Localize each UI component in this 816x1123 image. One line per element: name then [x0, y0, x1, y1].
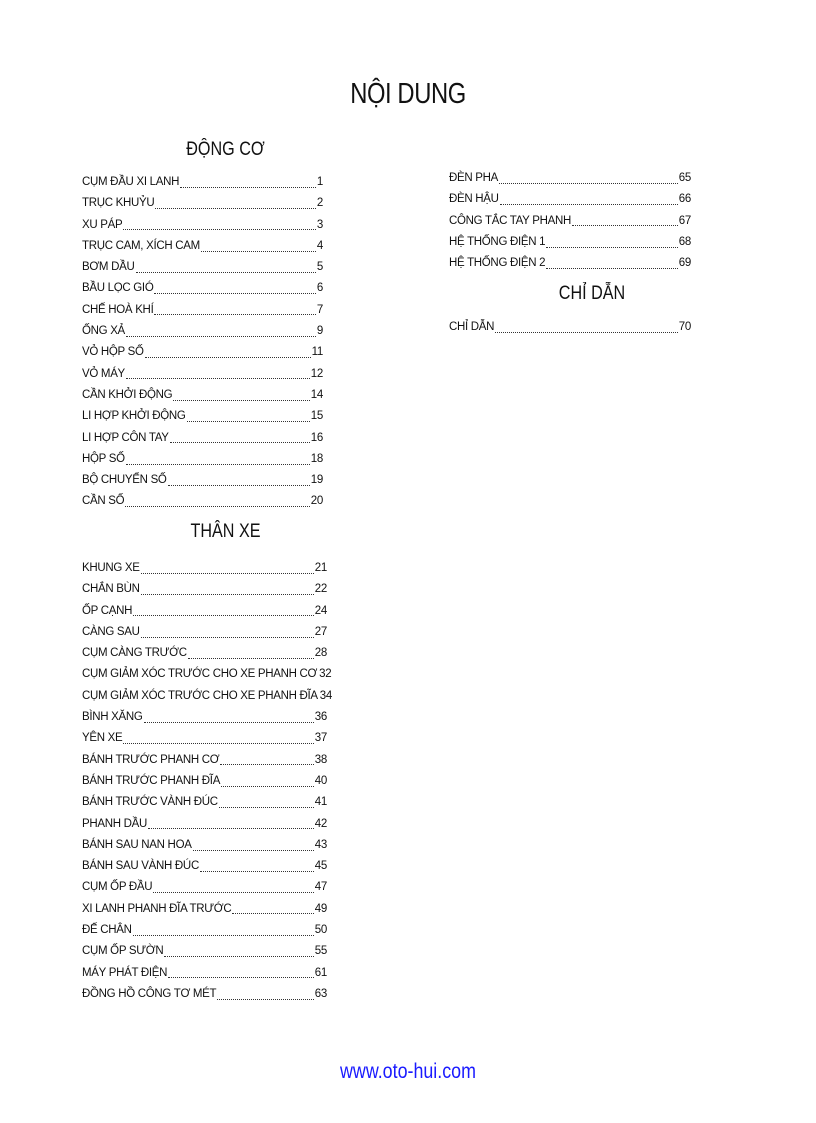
- toc-entry-label: TRỤC KHUỶU: [82, 197, 155, 210]
- toc-entry[interactable]: [82, 342, 323, 363]
- toc-entry[interactable]: [82, 899, 327, 920]
- toc-entry-label: PHANH DẦU: [82, 817, 148, 830]
- toc-entry-label: CẦN KHỞI ĐỘNG: [82, 388, 173, 401]
- toc-entry-page-number: 55: [314, 945, 327, 958]
- toc-entry-page-number: 61: [314, 966, 327, 979]
- toc-entry[interactable]: [82, 963, 327, 984]
- toc-entry-label: HỘP SỐ: [82, 452, 125, 465]
- toc-entry[interactable]: [82, 856, 327, 877]
- dot-leader: [133, 922, 314, 936]
- toc-entry-page-number: 1: [316, 176, 323, 188]
- section-heading-index: CHỈ DẪN: [558, 283, 626, 304]
- toc-entry-label: CỤM CÀNG TRƯỚC: [82, 647, 187, 660]
- toc-entry[interactable]: [82, 792, 327, 813]
- toc-entry-label: ĐÈN PHA: [449, 172, 499, 184]
- toc-entry[interactable]: [449, 317, 691, 338]
- toc-entry-label: CỤM ỐP ĐẦU: [82, 881, 153, 894]
- toc-entry[interactable]: [82, 257, 323, 278]
- toc-entry-label: HỆ THỐNG ĐIỆN 2: [449, 257, 546, 270]
- toc-entry-page-number: 50: [314, 924, 327, 937]
- footer-website-link[interactable]: www.oto-hui.com: [340, 1060, 476, 1083]
- dot-leader: [572, 212, 678, 226]
- dot-leader: [136, 259, 316, 273]
- toc-list-electrical: [449, 168, 691, 274]
- dot-leader: [188, 645, 314, 659]
- toc-entry-page-number: 68: [678, 235, 691, 248]
- toc-list-index: [449, 317, 691, 338]
- dot-leader: [500, 191, 678, 205]
- toc-entry-page-number: 16: [310, 431, 323, 444]
- dot-leader: [221, 773, 314, 787]
- toc-entry[interactable]: [82, 643, 327, 664]
- toc-entry[interactable]: [82, 771, 327, 792]
- toc-entry[interactable]: [82, 877, 327, 898]
- toc-entry-label: BÁNH SAU NAN HOA: [82, 838, 192, 851]
- toc-entry[interactable]: [82, 172, 323, 193]
- toc-entry-label: ỐP CẠNH: [82, 604, 133, 617]
- toc-entry-label: CÀNG SAU: [82, 625, 140, 638]
- toc-entry-label: CHẮN BÙN: [82, 583, 140, 596]
- toc-entry-label: CỤM ĐẦU XI LANH: [82, 176, 180, 188]
- toc-entry[interactable]: [449, 253, 691, 274]
- toc-entry-page-number: 14: [310, 388, 323, 401]
- toc-entry[interactable]: [82, 728, 327, 749]
- toc-entry-label: LI HỢP CÔN TAY: [82, 431, 169, 444]
- dot-leader: [123, 730, 313, 744]
- toc-entry-label: TRỤC CAM, XÍCH CAM: [82, 239, 200, 252]
- toc-entry[interactable]: [449, 189, 691, 210]
- toc-entry-page-number: 19: [310, 474, 323, 487]
- toc-entry-page-number: 18: [310, 452, 323, 465]
- toc-entry[interactable]: [82, 622, 327, 643]
- toc-entry-page-number: 65: [678, 172, 691, 184]
- toc-entry[interactable]: [449, 232, 691, 253]
- toc-entry[interactable]: [82, 215, 323, 236]
- toc-entry-page-number: 41: [314, 796, 327, 809]
- dot-leader: [217, 986, 314, 1000]
- toc-entry[interactable]: [82, 750, 327, 771]
- dot-leader: [168, 472, 310, 486]
- toc-entry-page-number: 11: [311, 346, 323, 359]
- toc-entry[interactable]: [82, 449, 323, 470]
- toc-entry-page-number: 4: [316, 239, 323, 252]
- toc-entry-label: XI LANH PHANH ĐĨA TRƯỚC: [82, 902, 232, 915]
- toc-entry-label: CẦN SỐ: [82, 495, 125, 508]
- dot-leader: [187, 408, 310, 422]
- toc-entry-label: BÁNH SAU VÀNH ĐÚC: [82, 860, 199, 873]
- dot-leader: [154, 280, 315, 294]
- toc-entry[interactable]: [82, 236, 323, 257]
- dot-leader: [180, 174, 316, 188]
- toc-entry-page-number: 21: [314, 562, 327, 574]
- toc-entry-page-number: 20: [310, 495, 323, 508]
- section-heading-engine: ĐỘNG CƠ: [186, 139, 265, 160]
- toc-entry-label: BÁNH TRƯỚC PHANH CƠ: [82, 753, 220, 766]
- toc-entry-label: BỘ CHUYỂN SỐ: [82, 474, 167, 487]
- toc-entry[interactable]: [82, 558, 327, 579]
- toc-entry-label: LI HỢP KHỞI ĐỘNG: [82, 410, 186, 423]
- dot-leader: [193, 837, 314, 851]
- toc-entry-label: XU PÁP: [82, 218, 123, 231]
- dot-leader: [164, 943, 313, 957]
- dot-leader: [173, 387, 309, 401]
- toc-entry-page-number: 63: [314, 987, 327, 1000]
- toc-entry[interactable]: [82, 814, 327, 835]
- dot-leader: [125, 493, 310, 507]
- toc-entry-page-number: 70: [678, 321, 691, 333]
- dot-leader: [123, 216, 316, 230]
- toc-entry-page-number: 45: [314, 860, 327, 873]
- dot-leader: [168, 964, 314, 978]
- dot-leader: [232, 900, 313, 914]
- toc-entry-page-number: 24: [314, 604, 327, 617]
- page-title: NỘI DUNG: [350, 78, 466, 110]
- toc-entry[interactable]: [82, 664, 332, 685]
- toc-entry-page-number: 3: [316, 218, 323, 231]
- toc-entry-page-number: 47: [314, 881, 327, 894]
- toc-entry-label: HỆ THỐNG ĐIỆN 1: [449, 235, 546, 248]
- toc-entry-page-number: 32: [319, 668, 332, 681]
- toc-list-engine: [82, 172, 323, 513]
- dot-leader: [141, 624, 314, 638]
- toc-entry[interactable]: [82, 920, 327, 941]
- toc-entry-page-number: 43: [314, 838, 327, 851]
- toc-entry-label: CỤM GIẢM XÓC TRƯỚC CHO XE PHANH ĐĨA: [82, 689, 318, 702]
- toc-entry-label: ỐNG XẢ: [82, 325, 125, 338]
- toc-entry-label: ĐỒNG HỒ CÔNG TƠ MÉT: [82, 987, 217, 1000]
- dot-leader: [201, 238, 316, 252]
- toc-entry-page-number: 5: [316, 261, 323, 274]
- dot-leader: [200, 858, 314, 872]
- toc-entry-page-number: 66: [678, 193, 691, 206]
- toc-entry-page-number: 49: [314, 902, 327, 915]
- toc-entry-label: BÁNH TRƯỚC PHANH ĐĨA: [82, 774, 221, 787]
- toc-entry[interactable]: [82, 491, 323, 512]
- toc-entry-page-number: 40: [314, 774, 327, 787]
- dot-leader: [126, 323, 316, 337]
- toc-entry-page-number: 12: [310, 367, 323, 380]
- dot-leader: [153, 879, 314, 893]
- toc-entry-label: VỎ MÁY: [82, 367, 125, 380]
- toc-entry[interactable]: [82, 984, 327, 1005]
- toc-entry-page-number: 36: [314, 711, 327, 724]
- dot-leader: [144, 709, 314, 723]
- toc-entry-page-number: 34: [319, 689, 332, 702]
- toc-entry-label: CỤM ỐP SƯỜN: [82, 945, 164, 958]
- dot-leader: [126, 451, 310, 465]
- toc-entry-label: ĐẾ CHÂN: [82, 924, 132, 937]
- toc-entry[interactable]: [82, 707, 327, 728]
- toc-entry-page-number: 27: [314, 625, 327, 638]
- toc-entry[interactable]: [82, 835, 327, 856]
- toc-entry-label: KHUNG XE: [82, 562, 140, 574]
- dot-leader: [145, 344, 311, 358]
- dot-leader: [495, 319, 678, 333]
- toc-entry[interactable]: [82, 470, 323, 491]
- toc-entry[interactable]: [82, 321, 323, 342]
- toc-entry-label: MÁY PHÁT ĐIỆN: [82, 966, 168, 979]
- toc-entry-page-number: 15: [310, 410, 323, 423]
- toc-entry[interactable]: [82, 385, 323, 406]
- toc-entry-page-number: 69: [678, 257, 691, 270]
- toc-entry-label: CỤM GIẢM XÓC TRƯỚC CHO XE PHANH CƠ: [82, 668, 318, 681]
- dot-leader: [141, 581, 314, 595]
- dot-leader: [141, 560, 314, 574]
- toc-entry-page-number: 67: [678, 214, 691, 227]
- toc-entry-page-number: 37: [314, 732, 327, 745]
- toc-entry[interactable]: [82, 300, 323, 321]
- dot-leader: [126, 365, 310, 379]
- toc-entry[interactable]: [82, 406, 323, 427]
- toc-entry-page-number: 28: [314, 647, 327, 660]
- dot-leader: [219, 794, 314, 808]
- toc-entry[interactable]: [82, 941, 327, 962]
- dot-leader: [220, 751, 313, 765]
- dot-leader: [170, 429, 310, 443]
- dot-leader: [133, 602, 314, 616]
- toc-entry-page-number: 6: [316, 282, 323, 295]
- toc-entry-label: BƠM DẦU: [82, 261, 135, 274]
- dot-leader: [546, 255, 678, 269]
- toc-entry[interactable]: [82, 428, 323, 449]
- toc-entry-page-number: 9: [316, 325, 323, 338]
- toc-entry-page-number: 42: [314, 817, 327, 830]
- toc-entry-page-number: 7: [316, 303, 323, 316]
- dot-leader: [155, 195, 316, 209]
- toc-entry[interactable]: [82, 193, 323, 214]
- toc-entry-label: YÊN XE: [82, 732, 123, 745]
- toc-entry-label: CÔNG TẮC TAY PHANH: [449, 214, 571, 227]
- dot-leader: [546, 234, 678, 248]
- section-heading-body: THÂN XE: [190, 521, 261, 542]
- toc-entry[interactable]: [82, 579, 327, 600]
- toc-entry-label: BẦU LỌC GIÓ: [82, 282, 154, 295]
- toc-entry-page-number: 22: [314, 583, 327, 596]
- toc-entry[interactable]: [449, 168, 691, 189]
- toc-entry-label: CHỈ DẪN: [449, 321, 495, 333]
- toc-entry-label: CHẾ HOÀ KHÍ: [82, 303, 154, 316]
- toc-entry[interactable]: [82, 601, 327, 622]
- toc-entry-label: ĐÈN HẬU: [449, 193, 499, 206]
- toc-entry-page-number: 2: [316, 197, 323, 210]
- toc-entry[interactable]: [82, 278, 323, 299]
- dot-leader: [148, 815, 314, 829]
- toc-entry-page-number: 38: [314, 753, 327, 766]
- toc-entry-label: VỎ HỘP SỐ: [82, 346, 144, 359]
- dot-leader: [154, 301, 315, 315]
- toc-entry-label: BÌNH XĂNG: [82, 711, 143, 724]
- toc-entry[interactable]: [449, 211, 691, 232]
- toc-entry[interactable]: [82, 686, 332, 707]
- toc-entry[interactable]: [82, 364, 323, 385]
- toc-entry-label: BÁNH TRƯỚC VÀNH ĐÚC: [82, 796, 218, 809]
- dot-leader: [499, 170, 678, 184]
- toc-list-body: [82, 558, 332, 1005]
